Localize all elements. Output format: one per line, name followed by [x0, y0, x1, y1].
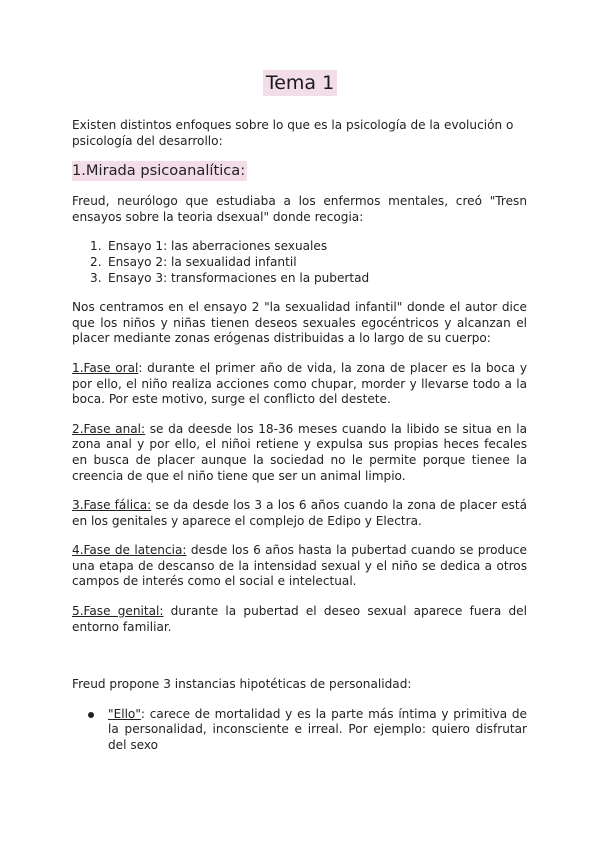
phase-genital-paragraph [72, 604, 527, 635]
essay-number: 2. [90, 254, 102, 269]
instances-intro-paragraph: Freud propone 3 instancias hipotéticas de personalidad: [72, 677, 412, 692]
essay-list-item [90, 270, 527, 287]
document-content [72, 118, 527, 754]
intro-paragraph: Existen distintos enfoques sobre lo que es la psicología de la evolución o psicología del desarrollo: [72, 118, 514, 148]
phase-latency-paragraph [72, 543, 527, 590]
essay-list [72, 239, 527, 286]
instance-text: : carece de mortalidad y es la parte más íntima y primitiva de la personalidad, inconsciente e irreal. Por ejemplo: quiero disfrutar del sexo [108, 706, 527, 753]
essay-text: Ensayo 1: las aberraciones sexuales [108, 239, 328, 254]
page-title: Tema 1 [263, 70, 337, 96]
phase-anal-paragraph [72, 422, 527, 484]
instances-list [72, 707, 527, 754]
phase-phallic-paragraph [72, 498, 527, 529]
essay-text: Ensayo 3: transformaciones en la pubertad [108, 270, 370, 285]
phase-latency-text: desde los 6 años hasta la pubertad cuando se produce una etapa de descanso de la intensidad sexual y el niño se dedica a otros campos de interés como el social e intelectual. [72, 543, 527, 589]
section-heading: 1.Mirada psicoanalítica: [72, 162, 246, 180]
essay-text: Ensayo 2: la sexualidad infantil [108, 254, 297, 269]
phase-oral-paragraph [72, 361, 527, 408]
phase-genital-text: durante la pubertad el deseo sexual aparece fuera del entorno familiar. [72, 604, 527, 634]
phase-phallic-label: 3.Fase fálica: [72, 498, 152, 513]
essay-list-item [90, 254, 527, 271]
instance-label: "Ello" [108, 706, 141, 721]
phase-oral-text: : durante el primer año de vida, la zona de placer es la boca y por ello, el niño realiza acciones como chupar, morder y llevarse todo a la boca. Por este motivo, surge el conflicto del destete. [72, 360, 527, 407]
freud-intro-paragraph: Freud, neurólogo que estudiaba a los enfermos mentales, creó "Tresn ensayos sobre la teoria dsexual" donde recogia: [72, 194, 527, 224]
essay2-paragraph: Nos centramos en el ensayo 2 "la sexualidad infantil" donde el autor dice que los niños y niñas tienen deseos sexuales egocéntricos y alcanzan el placer mediante zonas erógenas distribuidas a lo largo de su cuerpo: [72, 300, 527, 346]
instance-list-item [108, 707, 527, 754]
bullet-icon [88, 712, 94, 718]
essay-list-item [90, 239, 527, 255]
phase-phallic-text: se da desde los 3 a los 6 años cuando la zona de placer está en los genitales y aparece el complejo de Edipo y Electra. [72, 498, 527, 528]
phase-latency-label: 4.Fase de latencia: [72, 543, 187, 558]
section-spacer [72, 649, 527, 677]
essay-number: 1. [90, 239, 102, 254]
phase-genital-label: 5.Fase genital: [72, 604, 164, 619]
phase-anal-label: 2.Fase anal: [72, 421, 146, 436]
phase-anal-text: se da deesde los 18-36 meses cuando la libido se situa en la zona anal y por ello, el niñoi retiene y expulsa sus propias heces fecales en busca de placer aunque la sociedad no le permite porque tienee la creencia de que el niño tiene que ser un animal limpio. [72, 421, 527, 483]
title-wrapper [0, 70, 600, 96]
essay-number: 3. [90, 270, 102, 285]
phase-oral-label: 1.Fase oral [72, 360, 139, 375]
